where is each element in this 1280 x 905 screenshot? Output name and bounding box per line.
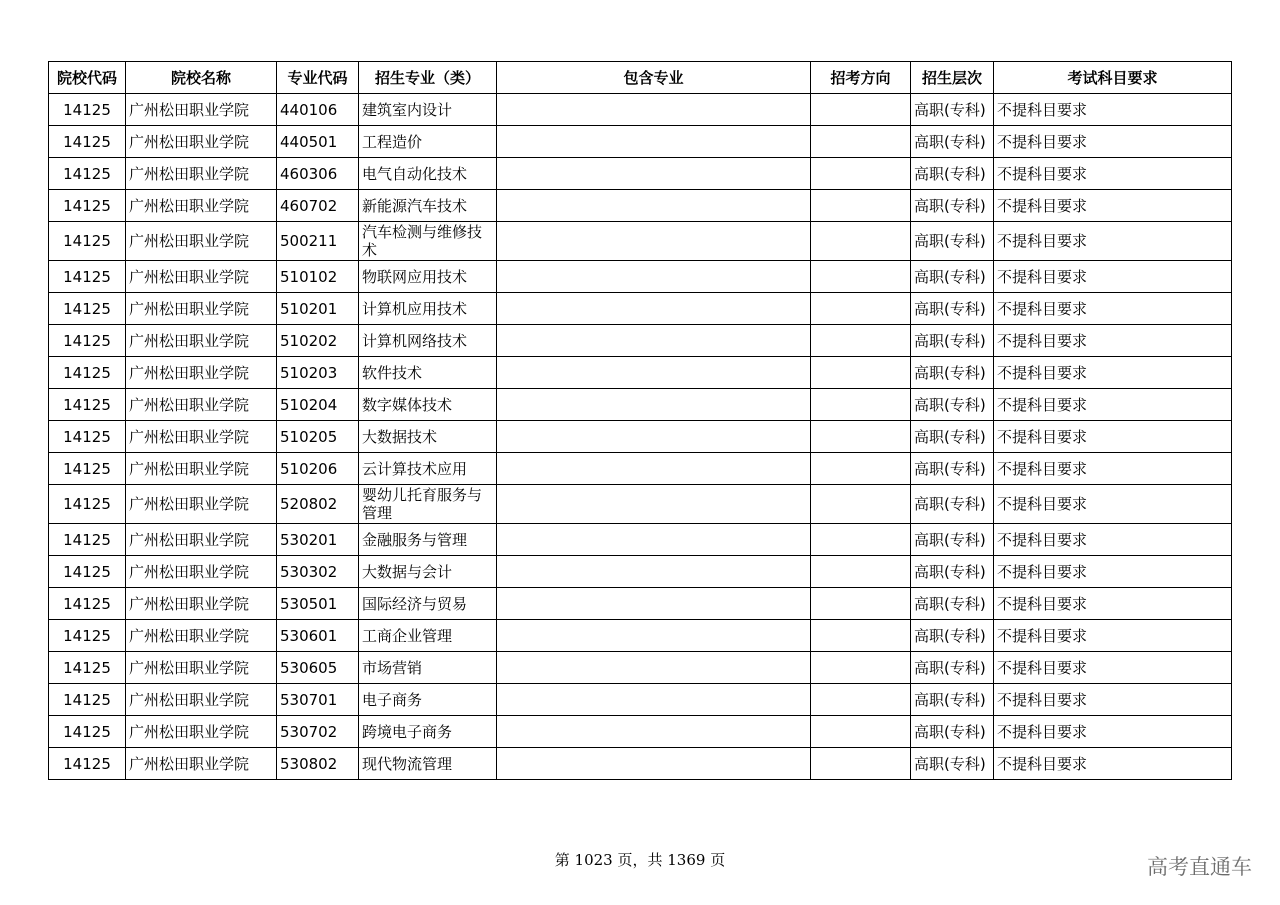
header-major-code: 专业代码: [277, 62, 359, 94]
direction-cell: [811, 524, 911, 556]
major-code-cell: 460306: [277, 158, 359, 190]
level-cell: 高职(专科): [911, 684, 994, 716]
school-name-cell: 广州松田职业学院: [126, 293, 277, 325]
major-code-cell: 510205: [277, 421, 359, 453]
school-name-cell: 广州松田职业学院: [126, 389, 277, 421]
school-code-cell: 14125: [49, 357, 126, 389]
major-cell: 计算机应用技术: [359, 293, 497, 325]
major-cell: 电气自动化技术: [359, 158, 497, 190]
direction-cell: [811, 158, 911, 190]
school-code-cell: 14125: [49, 453, 126, 485]
school-code-cell: 14125: [49, 588, 126, 620]
school-code-cell: 14125: [49, 652, 126, 684]
major-code-cell: 520802: [277, 485, 359, 524]
direction-cell: [811, 94, 911, 126]
table-row: [49, 293, 1232, 325]
school-code-cell: 14125: [49, 222, 126, 261]
level-cell: 高职(专科): [911, 222, 994, 261]
direction-cell: [811, 684, 911, 716]
major-code-cell: 530302: [277, 556, 359, 588]
school-name-cell: 广州松田职业学院: [126, 748, 277, 780]
level-cell: 高职(专科): [911, 453, 994, 485]
school-name-cell: 广州松田职业学院: [126, 421, 277, 453]
table-row: [49, 524, 1232, 556]
school-code-cell: 14125: [49, 389, 126, 421]
direction-cell: [811, 389, 911, 421]
level-cell: 高职(专科): [911, 748, 994, 780]
major-cell: 计算机网络技术: [359, 325, 497, 357]
table-row: [49, 126, 1232, 158]
subject-requirement-cell: 不提科目要求: [994, 588, 1232, 620]
school-name-cell: 广州松田职业学院: [126, 94, 277, 126]
major-cell: 软件技术: [359, 357, 497, 389]
major-code-cell: 510102: [277, 261, 359, 293]
direction-cell: [811, 325, 911, 357]
subject-requirement-cell: 不提科目要求: [994, 190, 1232, 222]
subject-requirement-cell: 不提科目要求: [994, 222, 1232, 261]
level-cell: 高职(专科): [911, 588, 994, 620]
table-row: [49, 389, 1232, 421]
table-row: [49, 421, 1232, 453]
school-code-cell: 14125: [49, 620, 126, 652]
direction-cell: [811, 485, 911, 524]
major-code-cell: 510204: [277, 389, 359, 421]
school-name-cell: 广州松田职业学院: [126, 485, 277, 524]
major-cell: 国际经济与贸易: [359, 588, 497, 620]
school-name-cell: 广州松田职业学院: [126, 222, 277, 261]
table-row: [49, 94, 1232, 126]
direction-cell: [811, 421, 911, 453]
table-row: [49, 716, 1232, 748]
included-majors-cell: [497, 652, 811, 684]
header-included-majors: 包含专业: [497, 62, 811, 94]
major-code-cell: 440106: [277, 94, 359, 126]
table-row: [49, 556, 1232, 588]
table-row: [49, 652, 1232, 684]
table-row: [49, 588, 1232, 620]
direction-cell: [811, 588, 911, 620]
school-code-cell: 14125: [49, 126, 126, 158]
major-code-cell: 530802: [277, 748, 359, 780]
header-major: 招生专业（类）: [359, 62, 497, 94]
level-cell: 高职(专科): [911, 485, 994, 524]
major-code-cell: 530501: [277, 588, 359, 620]
subject-requirement-cell: 不提科目要求: [994, 261, 1232, 293]
table-row: [49, 261, 1232, 293]
direction-cell: [811, 261, 911, 293]
included-majors-cell: [497, 588, 811, 620]
level-cell: 高职(专科): [911, 94, 994, 126]
subject-requirement-cell: 不提科目要求: [994, 652, 1232, 684]
school-code-cell: 14125: [49, 190, 126, 222]
major-cell: 工商企业管理: [359, 620, 497, 652]
direction-cell: [811, 222, 911, 261]
included-majors-cell: [497, 485, 811, 524]
table-row: [49, 325, 1232, 357]
school-name-cell: 广州松田职业学院: [126, 190, 277, 222]
school-code-cell: 14125: [49, 556, 126, 588]
included-majors-cell: [497, 748, 811, 780]
included-majors-cell: [497, 158, 811, 190]
included-majors-cell: [497, 261, 811, 293]
school-name-cell: 广州松田职业学院: [126, 261, 277, 293]
subject-requirement-cell: 不提科目要求: [994, 684, 1232, 716]
included-majors-cell: [497, 421, 811, 453]
school-code-cell: 14125: [49, 94, 126, 126]
school-name-cell: 广州松田职业学院: [126, 556, 277, 588]
subject-requirement-cell: 不提科目要求: [994, 748, 1232, 780]
school-name-cell: 广州松田职业学院: [126, 716, 277, 748]
major-code-cell: 530701: [277, 684, 359, 716]
direction-cell: [811, 190, 911, 222]
included-majors-cell: [497, 684, 811, 716]
included-majors-cell: [497, 190, 811, 222]
subject-requirement-cell: 不提科目要求: [994, 389, 1232, 421]
included-majors-cell: [497, 524, 811, 556]
major-cell: 婴幼儿托育服务与管理: [359, 485, 497, 524]
school-name-cell: 广州松田职业学院: [126, 524, 277, 556]
major-cell: 金融服务与管理: [359, 524, 497, 556]
header-direction: 招考方向: [811, 62, 911, 94]
school-code-cell: 14125: [49, 748, 126, 780]
included-majors-cell: [497, 325, 811, 357]
admissions-table: [48, 61, 1232, 780]
school-name-cell: 广州松田职业学院: [126, 453, 277, 485]
direction-cell: [811, 293, 911, 325]
major-cell: 建筑室内设计: [359, 94, 497, 126]
school-name-cell: 广州松田职业学院: [126, 652, 277, 684]
subject-requirement-cell: 不提科目要求: [994, 126, 1232, 158]
major-cell: 数字媒体技术: [359, 389, 497, 421]
level-cell: 高职(专科): [911, 620, 994, 652]
included-majors-cell: [497, 126, 811, 158]
direction-cell: [811, 748, 911, 780]
school-code-cell: 14125: [49, 325, 126, 357]
major-cell: 大数据技术: [359, 421, 497, 453]
table-row: [49, 620, 1232, 652]
school-code-cell: 14125: [49, 261, 126, 293]
level-cell: 高职(专科): [911, 524, 994, 556]
major-code-cell: 500211: [277, 222, 359, 261]
subject-requirement-cell: 不提科目要求: [994, 293, 1232, 325]
school-code-cell: 14125: [49, 716, 126, 748]
school-name-cell: 广州松田职业学院: [126, 158, 277, 190]
school-name-cell: 广州松田职业学院: [126, 357, 277, 389]
subject-requirement-cell: 不提科目要求: [994, 325, 1232, 357]
included-majors-cell: [497, 389, 811, 421]
included-majors-cell: [497, 556, 811, 588]
subject-requirement-cell: 不提科目要求: [994, 421, 1232, 453]
subject-requirement-cell: 不提科目要求: [994, 716, 1232, 748]
school-code-cell: 14125: [49, 293, 126, 325]
major-cell: 汽车检测与维修技术: [359, 222, 497, 261]
school-code-cell: 14125: [49, 158, 126, 190]
school-code-cell: 14125: [49, 684, 126, 716]
subject-requirement-cell: 不提科目要求: [994, 524, 1232, 556]
school-code-cell: 14125: [49, 524, 126, 556]
major-cell: 云计算技术应用: [359, 453, 497, 485]
header-school-code: 院校代码: [49, 62, 126, 94]
major-code-cell: 530201: [277, 524, 359, 556]
level-cell: 高职(专科): [911, 421, 994, 453]
table-row: [49, 222, 1232, 261]
major-cell: 电子商务: [359, 684, 497, 716]
level-cell: 高职(专科): [911, 261, 994, 293]
table-row: [49, 453, 1232, 485]
major-code-cell: 510202: [277, 325, 359, 357]
major-code-cell: 530605: [277, 652, 359, 684]
subject-requirement-cell: 不提科目要求: [994, 357, 1232, 389]
direction-cell: [811, 357, 911, 389]
table-row: [49, 190, 1232, 222]
major-code-cell: 530601: [277, 620, 359, 652]
subject-requirement-cell: 不提科目要求: [994, 453, 1232, 485]
level-cell: 高职(专科): [911, 293, 994, 325]
direction-cell: [811, 126, 911, 158]
subject-requirement-cell: 不提科目要求: [994, 94, 1232, 126]
level-cell: 高职(专科): [911, 357, 994, 389]
included-majors-cell: [497, 453, 811, 485]
subject-requirement-cell: 不提科目要求: [994, 620, 1232, 652]
level-cell: 高职(专科): [911, 652, 994, 684]
watermark: 高考直通车: [1147, 855, 1252, 879]
included-majors-cell: [497, 94, 811, 126]
major-code-cell: 510206: [277, 453, 359, 485]
major-cell: 大数据与会计: [359, 556, 497, 588]
subject-requirement-cell: 不提科目要求: [994, 485, 1232, 524]
major-code-cell: 440501: [277, 126, 359, 158]
header-row: [49, 62, 1232, 94]
level-cell: 高职(专科): [911, 556, 994, 588]
direction-cell: [811, 716, 911, 748]
direction-cell: [811, 620, 911, 652]
table-row: [49, 158, 1232, 190]
direction-cell: [811, 556, 911, 588]
major-cell: 新能源汽车技术: [359, 190, 497, 222]
school-name-cell: 广州松田职业学院: [126, 684, 277, 716]
table-row: [49, 684, 1232, 716]
table-row: [49, 748, 1232, 780]
table-row: [49, 485, 1232, 524]
major-code-cell: 460702: [277, 190, 359, 222]
subject-requirement-cell: 不提科目要求: [994, 158, 1232, 190]
included-majors-cell: [497, 620, 811, 652]
level-cell: 高职(专科): [911, 716, 994, 748]
direction-cell: [811, 652, 911, 684]
major-code-cell: 530702: [277, 716, 359, 748]
school-name-cell: 广州松田职业学院: [126, 620, 277, 652]
included-majors-cell: [497, 222, 811, 261]
major-cell: 市场营销: [359, 652, 497, 684]
major-cell: 现代物流管理: [359, 748, 497, 780]
school-name-cell: 广州松田职业学院: [126, 325, 277, 357]
major-cell: 物联网应用技术: [359, 261, 497, 293]
header-level: 招生层次: [911, 62, 994, 94]
included-majors-cell: [497, 293, 811, 325]
subject-requirement-cell: 不提科目要求: [994, 556, 1232, 588]
major-code-cell: 510201: [277, 293, 359, 325]
major-code-cell: 510203: [277, 357, 359, 389]
table-row: [49, 357, 1232, 389]
major-cell: 工程造价: [359, 126, 497, 158]
major-cell: 跨境电子商务: [359, 716, 497, 748]
level-cell: 高职(专科): [911, 389, 994, 421]
included-majors-cell: [497, 357, 811, 389]
level-cell: 高职(专科): [911, 325, 994, 357]
direction-cell: [811, 453, 911, 485]
level-cell: 高职(专科): [911, 158, 994, 190]
school-code-cell: 14125: [49, 421, 126, 453]
header-school-name: 院校名称: [126, 62, 277, 94]
school-name-cell: 广州松田职业学院: [126, 588, 277, 620]
page-number: 第 1023 页，共 1369 页: [554, 851, 726, 869]
school-name-cell: 广州松田职业学院: [126, 126, 277, 158]
school-code-cell: 14125: [49, 485, 126, 524]
level-cell: 高职(专科): [911, 126, 994, 158]
included-majors-cell: [497, 716, 811, 748]
level-cell: 高职(专科): [911, 190, 994, 222]
header-subject-requirement: 考试科目要求: [994, 62, 1232, 94]
